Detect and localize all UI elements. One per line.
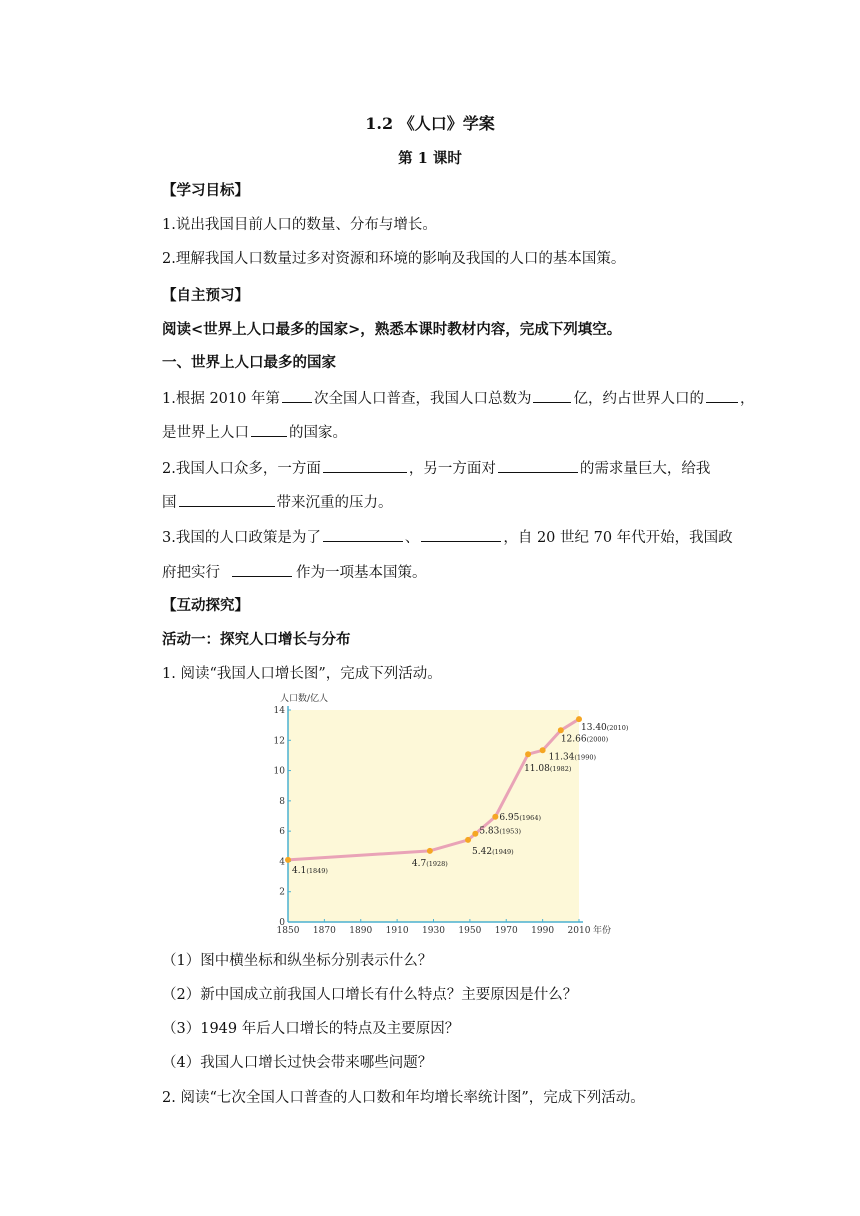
activity-1-question-3: （3）1949 年后人口增长的特点及主要原因？: [162, 1021, 460, 1037]
q1-text-d: ，: [739, 391, 755, 407]
data-label-year: (2010): [606, 724, 629, 733]
y-tick-label: 10: [273, 766, 285, 777]
population-chart-svg: [273, 688, 629, 938]
question-2-line-1: [162, 458, 710, 479]
x-tick-label: 1990: [531, 926, 555, 936]
question-1-line-2: [162, 422, 347, 443]
q2-text-c: 的需求量巨大，给我: [579, 461, 711, 477]
data-label: 11.34(1990): [548, 752, 597, 763]
data-label: 13.40(2010): [581, 723, 629, 734]
y-tick-label: 4: [279, 857, 285, 868]
x-tick-label: 1910: [385, 926, 409, 936]
q1-text-a: 1.根据 2010 年第: [162, 391, 280, 407]
question-2-line-2: [162, 492, 393, 513]
activity-2-intro: 2. 阅读“七次全国人口普查的人口数和年均增长率统计图”，完成下列活动。: [162, 1090, 645, 1106]
x-tick-label: 1850: [276, 926, 300, 936]
q2-text-b: ，另一方面对: [408, 461, 496, 477]
q1-text-e: 是世界上人口: [162, 425, 249, 441]
goal-2: 2.理解我国人口数量过多对资源和环境的影响及我国的人口的基本国策。: [162, 251, 626, 267]
population-growth-chart: [273, 688, 629, 938]
q3-blank-1[interactable]: [323, 527, 403, 542]
q3-blank-policy[interactable]: [232, 562, 292, 577]
q1-blank-census[interactable]: [282, 388, 312, 403]
data-point: [492, 814, 498, 820]
activity-1-intro: 1. 阅读“我国人口增长图”，完成下列活动。: [162, 666, 442, 682]
goals-heading: 【学习目标】: [162, 182, 249, 199]
preview-heading: 【自主预习】: [162, 287, 249, 304]
y-tick-label: 0: [279, 918, 285, 928]
q3-text-c: ，自 20 世纪 70 年代开始，我国政: [503, 530, 733, 546]
y-axis-label: 人口数/亿人: [280, 694, 329, 704]
y-tick-label: 14: [273, 706, 285, 716]
x-tick-label: 1950: [458, 926, 482, 936]
q3-text-e: 作为一项基本国策。: [296, 565, 427, 581]
page-title: 1.2 《人口》学案: [365, 114, 495, 133]
data-label: 4.7(1928): [411, 858, 448, 869]
data-label: 11.08(1982): [524, 764, 572, 775]
q3-blank-2[interactable]: [421, 527, 501, 542]
data-label-year: (1928): [426, 859, 448, 868]
data-label-year: (1964): [519, 813, 542, 822]
page-subtitle: 第 1 课时: [398, 150, 462, 167]
q3-text-a: 3.我国的人口政策是为了: [162, 530, 321, 546]
question-3-line-2: [162, 562, 427, 583]
activity-1-question-4: （4）我国人口增长过快会带来哪些问题？: [162, 1055, 433, 1071]
q2-text-d: 国: [162, 495, 177, 511]
x-axis-label: 年份: [593, 926, 612, 936]
activity-1-question-2: （2）新中国成立前我国人口增长有什么特点？主要原因是什么？: [162, 987, 578, 1003]
section-heading-1: 一、世界上人口最多的国家: [162, 354, 336, 371]
x-tick-label: 1890: [349, 926, 373, 936]
data-label: 4.1(1849): [292, 865, 328, 876]
data-label-year: (1949): [492, 847, 514, 856]
explore-heading: 【互动探究】: [162, 597, 249, 614]
q1-blank-total[interactable]: [533, 388, 571, 403]
data-point: [285, 857, 291, 863]
q1-text-f: 的国家。: [289, 425, 347, 441]
data-point: [558, 727, 564, 733]
x-tick-label: 1870: [312, 926, 336, 936]
data-point: [472, 831, 478, 837]
x-tick-label: 2010: [567, 926, 591, 936]
question-3-line-1: [162, 527, 733, 548]
data-point: [525, 751, 531, 757]
data-label-year: (1982): [549, 765, 572, 774]
activity-1-heading: 活动一：探究人口增长与分布: [162, 631, 351, 648]
goal-1: 1.说出我国目前人口的数量、分布与增长。: [162, 217, 437, 233]
x-tick-label: 1930: [422, 926, 445, 936]
y-tick-label: 6: [279, 827, 285, 838]
q1-blank-share[interactable]: [706, 388, 738, 403]
data-point: [427, 848, 433, 854]
q3-text-d: 府把实行: [162, 565, 220, 581]
data-point: [465, 837, 471, 843]
data-label: 5.83(1953): [479, 826, 522, 837]
data-label: 12.66(2000): [560, 734, 609, 745]
q1-blank-rank[interactable]: [251, 422, 287, 437]
data-label-year: (2000): [586, 735, 609, 744]
data-label-year: (1849): [306, 866, 328, 875]
data-point: [540, 747, 546, 753]
data-label: 5.42(1949): [472, 846, 514, 857]
y-tick-label: 2: [279, 887, 285, 898]
q1-text-b: 次全国人口普查，我国人口总数为: [313, 391, 532, 407]
y-tick-label: 12: [273, 736, 285, 747]
x-tick-label: 1970: [494, 926, 518, 936]
y-tick-label: 8: [279, 796, 285, 807]
q3-text-b: 、: [404, 530, 420, 546]
activity-1-question-1: （1）图中横坐标和纵坐标分别表示什么？: [162, 953, 433, 969]
q2-text-a: 2.我国人口众多，一方面: [162, 461, 321, 477]
q2-text-e: 带来沉重的压力。: [276, 495, 393, 511]
preview-intro: 阅读<世界上人口最多的国家>，熟悉本课时教材内容，完成下列填空。: [162, 321, 622, 338]
data-label: 6.95(1964): [499, 812, 542, 823]
q2-blank-2[interactable]: [498, 458, 578, 473]
q1-text-c: 亿，约占世界人口的: [573, 391, 704, 407]
q2-blank-1[interactable]: [323, 458, 407, 473]
data-point: [576, 716, 582, 722]
q2-blank-3[interactable]: [179, 492, 275, 507]
question-1-line-1: [162, 388, 754, 409]
data-label-year: (1990): [574, 753, 597, 762]
data-label-year: (1953): [499, 827, 522, 836]
